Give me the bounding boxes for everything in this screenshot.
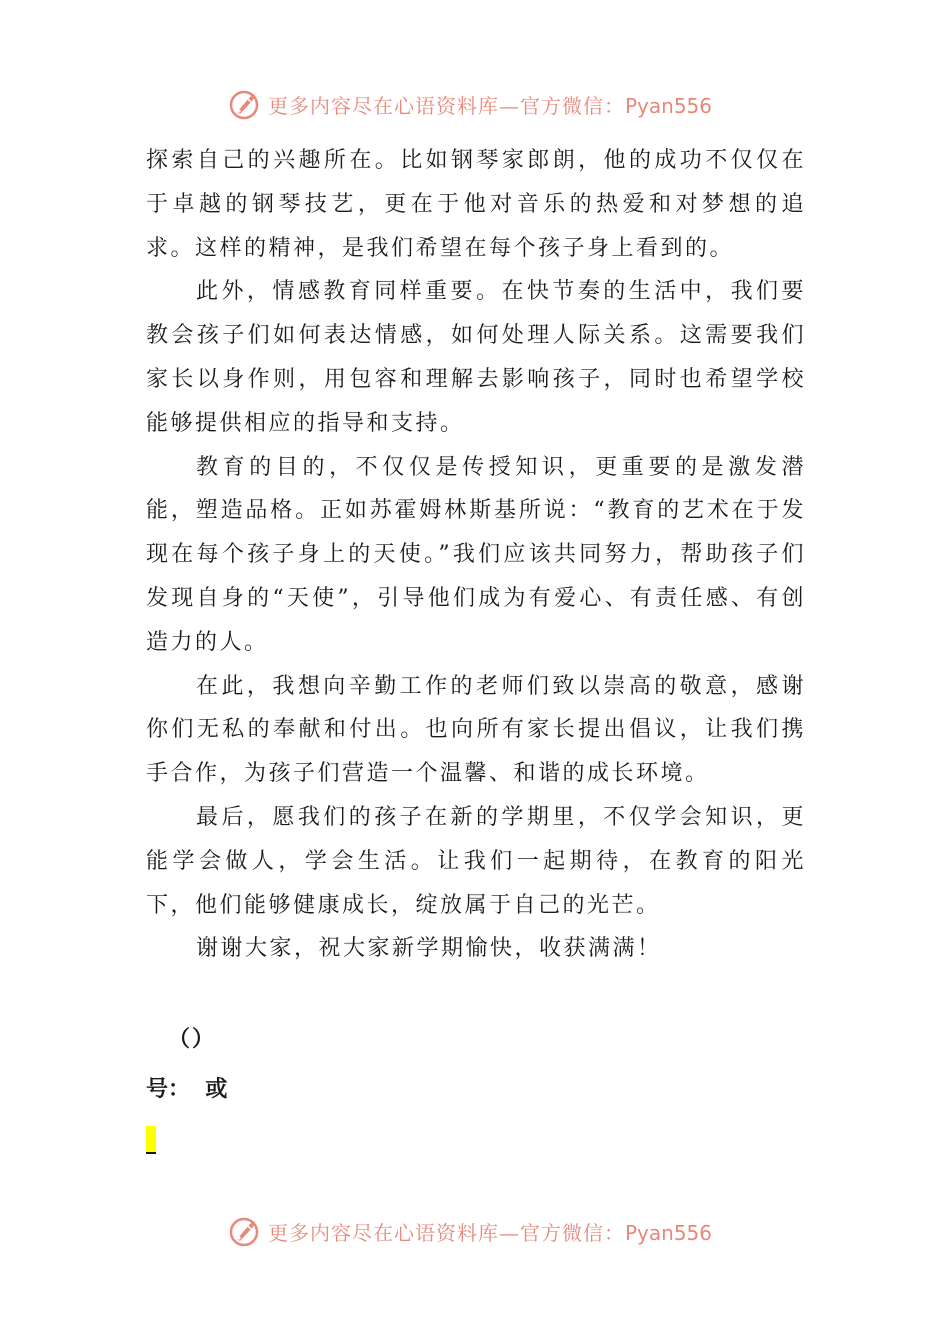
wechat-handle: Pyan556 [625, 1220, 713, 1245]
wechat-handle: Pyan556 [625, 93, 713, 118]
paragraph: 此外，情感教育同样重要。在快节奏的生活中，我们要教会孩子们如何表达情感，如何处理人际关系。这需要我们家长以身作则，用包容和理解去影响孩子，同时也希望学校能够提供相应的指导和支持。 [146, 279, 806, 436]
paragraph: 教育的目的，不仅仅是传授知识，更重要的是激发潜能，塑造品格。正如苏霍姆林斯基所说：“教育的艺术在于发现在每个孩子身上的天使。”我们应该共同努力，帮助孩子们发现自身的“天使”，引导他们成为有爱心、有责任感、有创造力的人。 [146, 454, 806, 655]
paragraph: 最后，愿我们的孩子在新的学期里，不仅学会知识，更能学会做人，学会生活。让我们一起期待，在教育的阳光下，他们能够健康成长，绽放属于自己的光芒。 [146, 804, 806, 918]
footer-banner [228, 1211, 712, 1251]
highlighted-cursor-mark [146, 1126, 156, 1154]
number-label: 号： 或 [146, 1077, 228, 1102]
paragraph: 探索自己的兴趣所在。比如钢琴家郎朗，他的成功不仅仅在于卓越的钢琴技艺，更在于他对音乐的热爱和对梦想的追求。这样的精神，是我们希望在每个孩子身上看到的。 [146, 148, 806, 261]
paragraph: 谢谢大家，祝大家新学期愉快，收获满满！ [196, 936, 662, 962]
header-banner [228, 84, 712, 124]
banner-text: 更多内容尽在心语资料库—官方微信：Pyan556 [268, 1220, 713, 1245]
empty-parentheses: （） [168, 1027, 217, 1052]
document-body [146, 139, 806, 971]
pen-nib-logo-icon [228, 1213, 264, 1249]
pen-nib-logo-icon [228, 86, 264, 122]
paragraph: 在此，我想向辛勤工作的老师们致以崇高的敬意，感谢你们无私的奉献和付出。也向所有家长提出倡议，让我们携手合作，为孩子们营造一个温馨、和谐的成长环境。 [146, 673, 806, 787]
banner-text: 更多内容尽在心语资料库—官方微信：Pyan556 [268, 93, 713, 118]
